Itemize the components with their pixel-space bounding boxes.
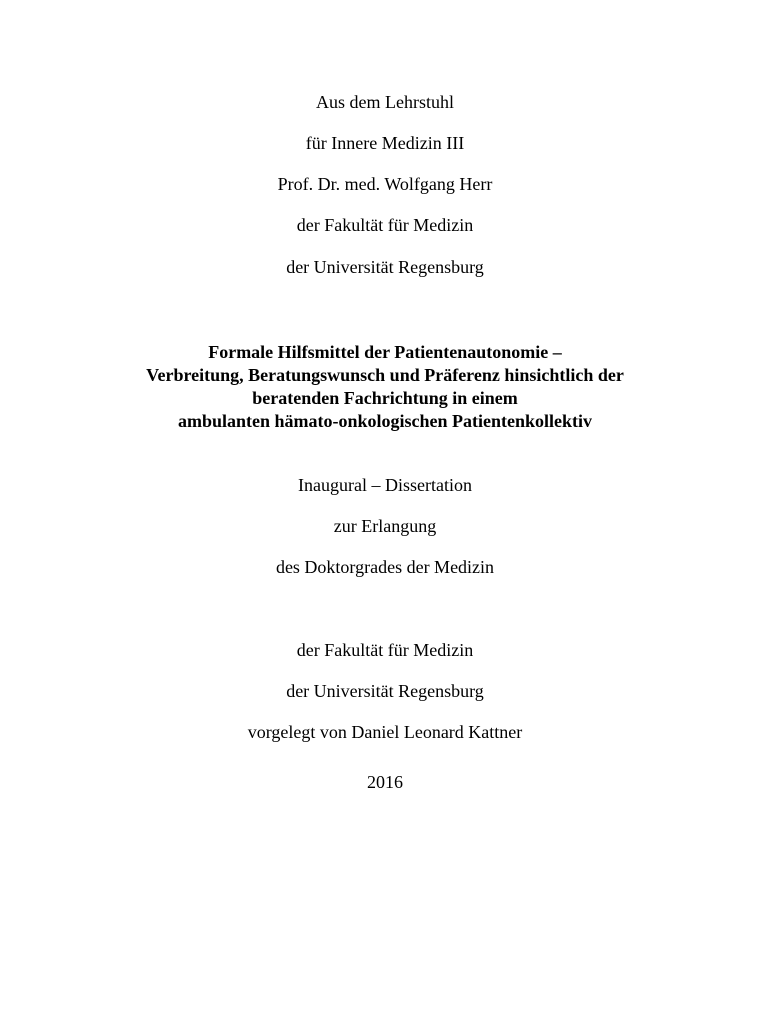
header-university: der Universität Regensburg (286, 257, 484, 277)
header-faculty: der Fakultät für Medizin (296, 215, 474, 235)
header-chair: Aus dem Lehrstuhl (316, 92, 454, 112)
title-line: Verbreitung, Beratungswunsch und Präferenz hinsichtlich der (146, 365, 624, 385)
submission-year: 2016 (367, 772, 403, 792)
header-department: für Innere Medizin III (305, 133, 465, 153)
submission-university: der Universität Regensburg (286, 681, 484, 701)
header-professor: Prof. Dr. med. Wolfgang Herr (277, 174, 493, 194)
dissertation-purpose: zur Erlangung (333, 516, 437, 536)
dissertation-type: Inaugural – Dissertation (298, 475, 472, 495)
dissertation-title (0, 341, 770, 433)
submission-author: vorgelegt von Daniel Leonard Kattner (247, 722, 523, 742)
dissertation-degree: des Doktorgrades der Medizin (275, 557, 495, 577)
submission-faculty: der Fakultät für Medizin (296, 640, 474, 660)
title-line: beratenden Fachrichtung in einem (252, 388, 518, 408)
title-line: ambulanten hämato-onkologischen Patientenkollektiv (177, 411, 593, 431)
title-line: Formale Hilfsmittel der Patientenautonomie – (208, 342, 562, 362)
